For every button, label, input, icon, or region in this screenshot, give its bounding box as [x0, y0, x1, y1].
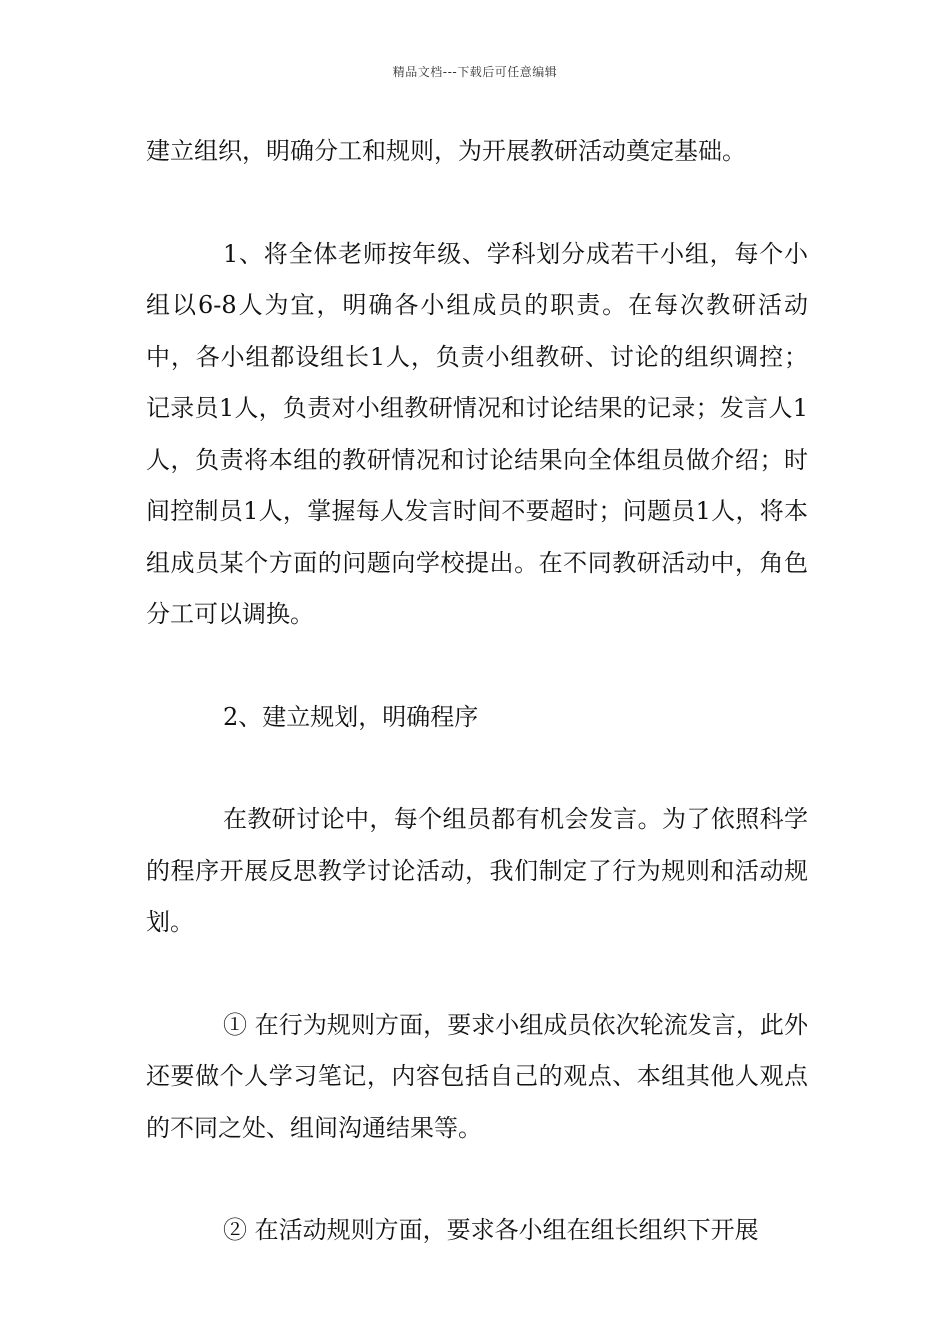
- document-body: [146, 126, 808, 1257]
- paragraph-3: 2、建立规划，明确程序: [223, 702, 479, 731]
- paragraph-4: 在教研讨论中，每个组员都有机会发言。为了依照科学的程序开展反思教学讨论活动，我们制定了行为规则和活动规划。: [146, 805, 808, 936]
- paragraph-5: ① 在行为规则方面，要求小组成员依次轮流发言，此外还要做个人学习笔记，内容包括自己的观点、本组其他人观点的不同之处、组间沟通结果等。: [146, 1010, 808, 1142]
- paragraph-2: 1、将全体老师按年级、学科划分成若干小组，每个小组以6-8人为宜，明确各小组成员的职责。在每次教研活动中，各小组都设组长1人，负责小组教研、讨论的组织调控；记录员1人，负责对小组教研情况和讨论结果的记录；发言人1人，负责将本组的教研情况和讨论结果向全体组员做介绍；时间控制员1人，掌握每人发言时间不要超时；问题员1人，将本组成员某个方面的问题向学校提出。在不同教研活动中，角色分工可以调换。: [146, 239, 808, 628]
- paragraph-1: 建立组织，明确分工和规则，为开展教研活动奠定基础。: [146, 137, 746, 165]
- paragraph-6: ② 在活动规则方面，要求各小组在组长组织下开展: [223, 1216, 759, 1244]
- page-header: 精品文档---下载后可任意编辑: [392, 65, 558, 79]
